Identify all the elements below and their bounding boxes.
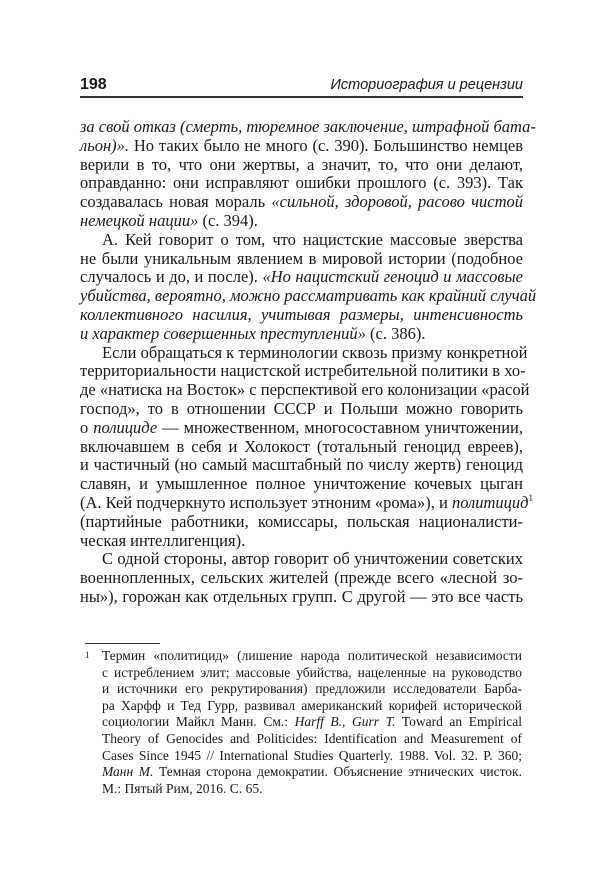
text-line (80, 438, 523, 457)
footnote-divider (85, 643, 160, 644)
text-segment: (с. 394). (198, 210, 258, 230)
text-segment: ра Харфф и Тед Гурр, развивал американский корифей исторической (102, 697, 522, 713)
page-number: 198 (80, 76, 107, 93)
text-line (80, 550, 523, 569)
text-segment: Термин «политицид» (лишение народа политической независимости (102, 648, 522, 663)
text-segment: (партийные работники, комиссары, польская националисти- (80, 511, 523, 531)
text-line (80, 361, 526, 381)
text-line (102, 764, 522, 781)
text-line (102, 698, 522, 715)
text-line (80, 569, 523, 588)
text-segment: с истреблением элит; массовые убийства, нацеленные на руководство (102, 664, 522, 680)
text-line (80, 156, 523, 175)
text-line (80, 137, 523, 156)
text-segment: славян, и умышленное полное уничтожение кочевых цыган (80, 474, 523, 494)
text-segment: (А. Кей подчеркнуто использует этноним «рома»), и (80, 492, 452, 512)
footnote-reference: 1 (528, 492, 533, 503)
text-line (80, 400, 523, 419)
text-segment: Если обращаться к терминологии сквозь призму конкретной (102, 342, 528, 362)
text-segment: М.: Пятый Рим, 2016. С. 65. (102, 780, 263, 796)
text-line (80, 456, 523, 475)
text-line (80, 268, 523, 287)
text-line (80, 286, 537, 306)
text-line (80, 342, 528, 363)
text-line (80, 419, 523, 438)
text-line (80, 492, 533, 513)
text-line (80, 174, 523, 193)
text-segment: случалось и до, и после). (80, 267, 263, 287)
text-line (80, 380, 530, 400)
text-segment: оправданно: они исправляют ошибки прошлого (с. 393). Так (80, 173, 523, 193)
italic-text: «Но нацистский геноцид и массовые (262, 267, 523, 287)
text-segment: господ», то в отношении СССР и Польши можно говорить (80, 398, 523, 418)
text-line (80, 193, 523, 212)
text-segment: (с. 386). (365, 323, 426, 343)
footnote-text (102, 648, 522, 797)
text-segment: де «натиска на Восток» с перспективой его колонизации «расой (80, 380, 530, 400)
text-segment: и частичный (но самый масштабный по числу жертв) геноцид (80, 455, 523, 475)
text-segment: не были уникальным явлением в мировой истории (подобное (80, 248, 523, 268)
italic-text: политицид (451, 492, 529, 512)
text-segment: и источники его рекрутирования) предложили исследователи Барба- (102, 681, 522, 697)
text-segment: Темная сторона демократии. Объяснение этнических чисток. (153, 764, 522, 780)
text-line (80, 475, 523, 494)
text-line (80, 212, 523, 231)
text-segment: ческая интеллигенция). (80, 530, 246, 550)
italic-text: Harff B., Gurr T. (294, 714, 396, 730)
text-line (102, 748, 522, 765)
text-segment: социологии Майкл Манн. См.: (102, 714, 295, 730)
text-line (80, 250, 523, 269)
text-line (102, 665, 522, 682)
italic-text: немецкой нации» (80, 210, 199, 230)
italic-text: за свой отказ (смерть, тюремное заключение, штрафной бата- (80, 117, 536, 136)
text-line (102, 731, 522, 748)
italic-text: и характер совершенных преступлений» (80, 323, 366, 343)
text-segment: территориальности нацистской истребительной политики в хо- (80, 361, 526, 381)
text-segment: — множественном, многосоставном уничтожении, (157, 417, 524, 437)
text-line (80, 588, 523, 607)
text-segment: С одной стороны, автор говорит об уничтожении советских (102, 549, 523, 569)
text-line (80, 325, 523, 344)
text-segment: Theory of Genocides and Politicides: Identification and Measurement of (102, 730, 522, 746)
text-segment: включавшем в себя и Холокост (тотальный геноцид евреев), (80, 436, 523, 456)
text-segment: о (80, 417, 94, 437)
text-line (80, 306, 523, 325)
text-segment: Toward an Empirical (395, 714, 522, 730)
text-segment: Cases Since 1945 // International Studies Quarterly. 1988. Vol. 32. P. 360; (102, 747, 522, 763)
body-text (80, 117, 537, 607)
text-line (80, 532, 523, 551)
text-segment: А. Кей говорит о том, что нацистские массовые зверства (102, 229, 523, 249)
text-line (102, 781, 522, 798)
italic-text: Манн М. (102, 764, 154, 780)
running-header (80, 74, 523, 98)
text-line (80, 231, 523, 250)
text-line (102, 714, 522, 731)
italic-text: полициде (93, 417, 158, 437)
text-line (80, 117, 536, 137)
italic-text: убийства, вероятно, можно рассматривать как крайний случай (80, 286, 537, 306)
text-segment: создавалась новая мораль (80, 192, 272, 212)
text-segment: ны»), горожан как отдельных групп. С другой — это все часть (80, 586, 523, 606)
text-segment: Но таких было не много (с. 390). Большинство немцев (129, 135, 523, 155)
text-line (80, 513, 523, 532)
italic-text: «сильной, здоровой, расово чистой (271, 192, 523, 212)
italic-text: льон)». (80, 135, 130, 155)
italic-text: коллективного насилия, учитывая размеры, интенсивность (80, 304, 523, 324)
text-segment: военнопленных, сельских жителей (прежде всего «лесной зо- (80, 568, 523, 588)
text-segment: верили в то, что они жертвы, а значит, то, что они делают, (80, 154, 523, 174)
text-line (102, 648, 522, 665)
footnote-marker: 1 (85, 650, 90, 660)
running-title: Историография и рецензии (330, 77, 523, 93)
text-line (102, 681, 522, 698)
